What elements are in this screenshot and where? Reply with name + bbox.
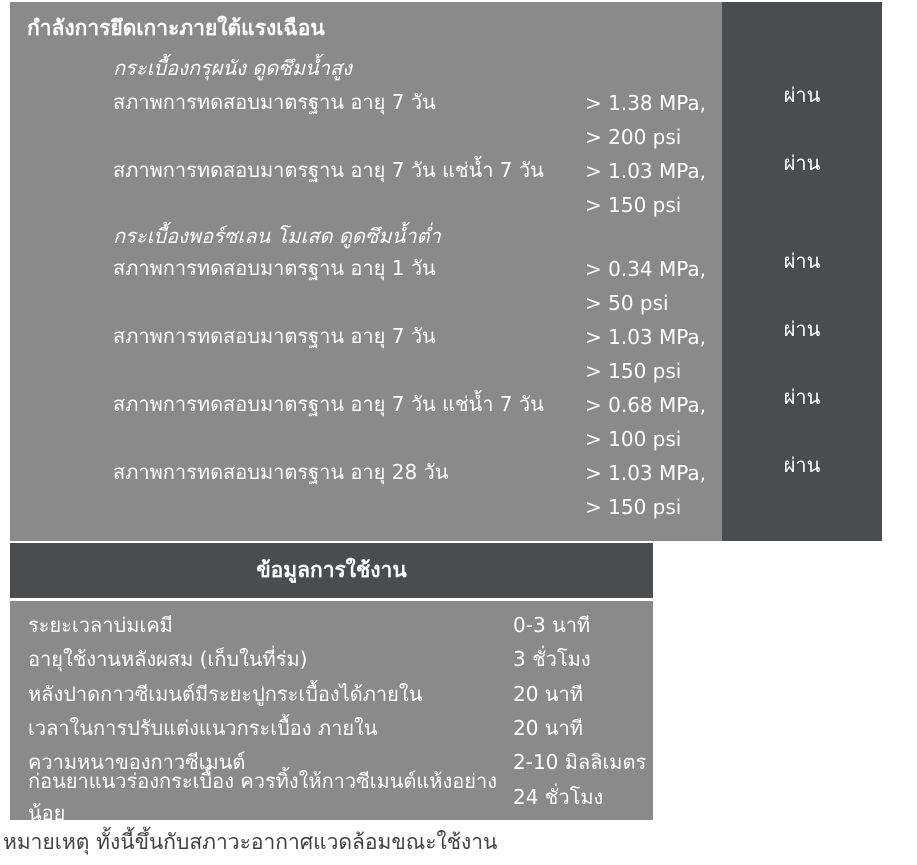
shear-strength-table xyxy=(10,2,882,541)
usage-row xyxy=(10,677,653,711)
value-line-mpa: > 0.68 MPa, xyxy=(585,393,707,417)
test-requirement-values xyxy=(585,252,722,320)
test-condition-label: สภาพการทดสอบมาตรฐาน อายุ 7 วัน แช่น้ำ 7 วัน xyxy=(113,158,544,182)
usage-table-body xyxy=(10,601,653,825)
value-line-psi: > 150 psi xyxy=(585,193,682,217)
pass-status: ผ่าน xyxy=(783,317,821,341)
pass-status: ผ่าน xyxy=(783,83,821,107)
test-row xyxy=(10,151,882,222)
test-condition-label: สภาพการทดสอบมาตรฐาน อายุ 1 วัน xyxy=(113,256,436,280)
shear-strength-content xyxy=(10,2,882,524)
shear-table-title: กำลังการยึดเกาะภายใต้แรงเฉือน xyxy=(27,16,325,40)
usage-label: ระยะเวลาบ่มเคมี xyxy=(28,613,173,638)
value-line-psi: > 150 psi xyxy=(585,359,682,383)
test-condition-label: สภาพการทดสอบมาตรฐาน อายุ 28 วัน xyxy=(113,460,449,484)
value-line-mpa: > 1.03 MPa, xyxy=(585,159,707,183)
usage-row xyxy=(10,642,653,676)
value-line-psi: > 50 psi xyxy=(585,291,669,315)
value-line-psi: > 100 psi xyxy=(585,427,682,451)
test-condition-label: สภาพการทดสอบมาตรฐาน อายุ 7 วัน xyxy=(113,324,436,348)
test-condition-label: สภาพการทดสอบมาตรฐาน อายุ 7 วัน xyxy=(113,90,436,114)
usage-value: 0-3 นาที xyxy=(513,613,591,638)
test-row xyxy=(10,385,882,456)
usage-label: ก่อนยาแนวร่องกระเบื้อง ควรทิ้งให้กาวซีเมนต์แห้งอย่างน้อย xyxy=(28,768,497,825)
usage-value: 20 นาที xyxy=(513,681,583,706)
test-row xyxy=(10,249,882,320)
value-line-mpa: > 1.38 MPa, xyxy=(585,91,707,115)
footnote: หมายเหตุ ทั้งนี้ขึ้นกับสภาวะอากาศแวดล้อมขณะใช้งาน xyxy=(3,830,498,854)
test-row xyxy=(10,317,882,388)
usage-value: 20 นาที xyxy=(513,716,583,741)
tile-group-subtitle-wall: กระเบื้องกรุผนัง ดูดซึมน้ำสูง xyxy=(113,56,352,80)
pass-status: ผ่าน xyxy=(783,385,821,409)
pass-status: ผ่าน xyxy=(783,249,821,273)
usage-label: หลังปาดกาวซีเมนต์มีระยะปูกระเบื้องได้ภายใน xyxy=(28,681,423,706)
tile-group-subtitle-porcelain: กระเบื้องพอร์ซเลน โมเสด ดูดซึมน้ำต่ำ xyxy=(113,224,441,248)
test-requirement-values xyxy=(585,320,722,388)
usage-label: อายุใช้งานหลังผสม (เก็บในที่ร่ม) xyxy=(28,647,308,672)
value-line-mpa: > 0.34 MPa, xyxy=(585,257,707,281)
usage-row xyxy=(10,711,653,745)
test-row xyxy=(10,453,882,524)
usage-row xyxy=(10,608,653,642)
pass-status: ผ่าน xyxy=(783,151,821,175)
value-line-mpa: > 1.03 MPa, xyxy=(585,325,707,349)
usage-value: 3 ชั่วโมง xyxy=(513,647,591,672)
test-requirement-values xyxy=(585,86,722,154)
test-requirement-values xyxy=(585,154,722,222)
test-requirement-values xyxy=(585,456,722,524)
value-line-mpa: > 1.03 MPa, xyxy=(585,461,707,485)
usage-table-title: ข้อมูลการใช้งาน xyxy=(256,558,407,582)
test-condition-label: สภาพการทดสอบมาตรฐาน อายุ 7 วัน แช่น้ำ 7 วัน xyxy=(113,392,544,416)
value-line-psi: > 200 psi xyxy=(585,125,682,149)
usage-value: 2-10 มิลลิเมตร xyxy=(513,750,647,775)
usage-label: ความหนาของกาวซีเมนต์ xyxy=(28,750,246,775)
usage-table-header xyxy=(10,543,653,598)
test-requirement-values xyxy=(585,388,722,456)
pass-status: ผ่าน xyxy=(783,453,821,477)
usage-row xyxy=(10,768,653,825)
value-line-psi: > 150 psi xyxy=(585,495,682,519)
usage-value: 24 ชั่วโมง xyxy=(513,784,604,809)
usage-label: เวลาในการปรับแต่งแนวกระเบื้อง ภายใน xyxy=(28,716,378,741)
test-row xyxy=(10,83,882,154)
